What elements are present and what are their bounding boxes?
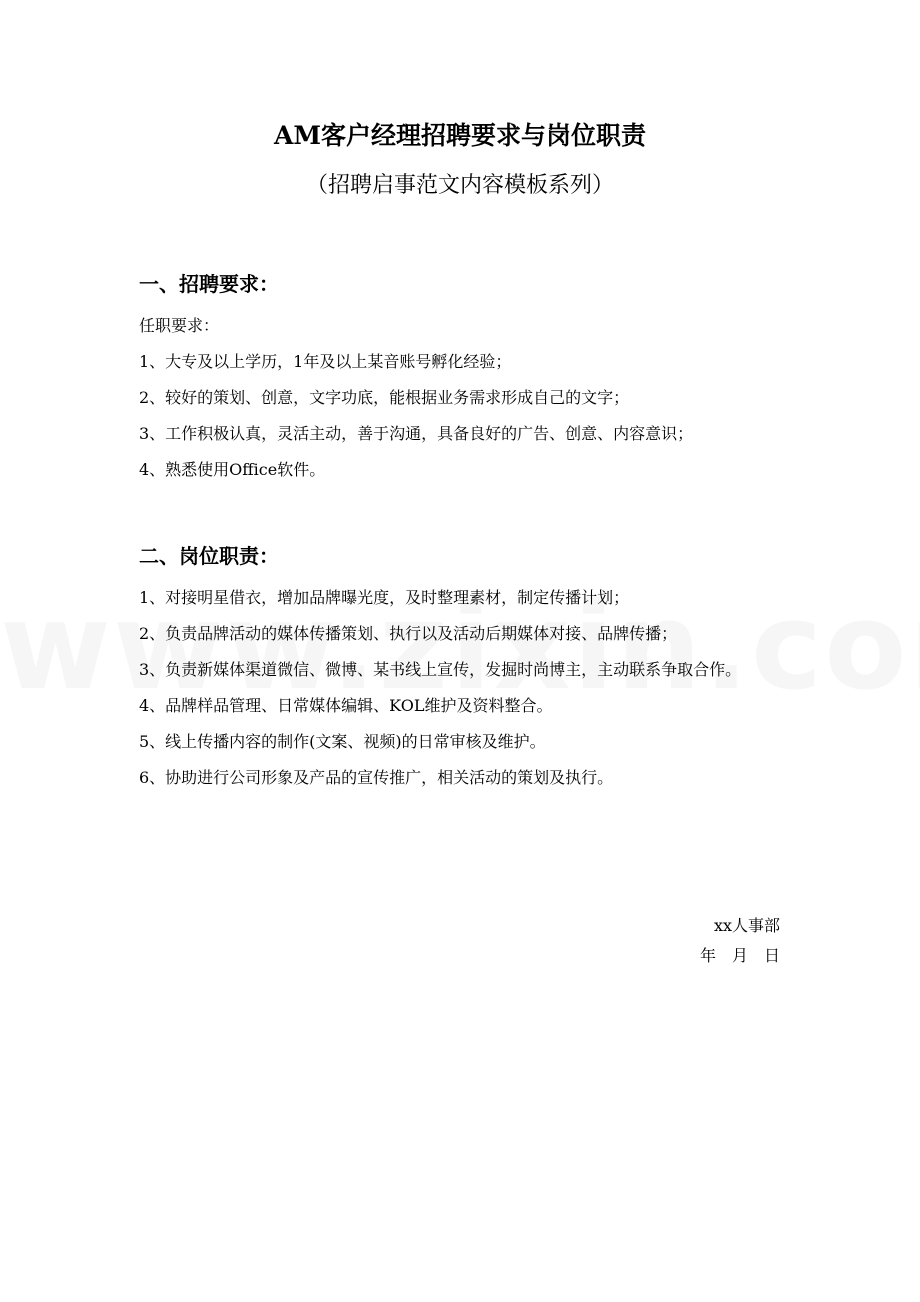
document-subtitle: （招聘启事范文内容模板系列） <box>305 173 614 198</box>
document-title: AM客户经理招聘要求与岗位职责 <box>273 121 647 150</box>
section-heading: 一、招聘要求： <box>139 272 279 296</box>
section-line: 6、协助进行公司形象及产品的宣传推广，相关活动的策划及执行。 <box>139 768 614 787</box>
section-line: 5、线上传播内容的制作(文案、视频)的日常审核及维护。 <box>139 732 546 751</box>
section-heading: 二、岗位职责： <box>139 544 279 568</box>
signature-department: xx人事部 <box>713 916 780 935</box>
section-line: 1、大专及以上学历，1年及以上某音账号孵化经验； <box>139 352 512 371</box>
section-line: 2、较好的策划、创意，文字功底，能根据业务需求形成自己的文字； <box>139 388 630 407</box>
section-line: 1、对接明星借衣，增加品牌曝光度，及时整理素材，制定传播计划； <box>139 588 630 607</box>
section-line: 3、负责新媒体渠道微信、微博、某书线上宣传，发掘时尚博主，主动联系争取合作。 <box>139 660 742 679</box>
signature-date: 年 月 日 <box>699 946 780 965</box>
section-line: 任职要求： <box>139 316 220 335</box>
section-line: 4、熟悉使用Office软件。 <box>139 460 326 479</box>
section-line: 4、品牌样品管理、日常媒体编辑、KOL维护及资料整合。 <box>139 696 553 715</box>
section-line: 3、工作积极认真，灵活主动，善于沟通，具备良好的广告、创意、内容意识； <box>139 424 694 443</box>
section-duties <box>139 538 799 796</box>
section-requirements <box>139 266 799 488</box>
section-line: 2、负责品牌活动的媒体传播策划、执行以及活动后期媒体对接、品牌传播； <box>139 624 678 643</box>
